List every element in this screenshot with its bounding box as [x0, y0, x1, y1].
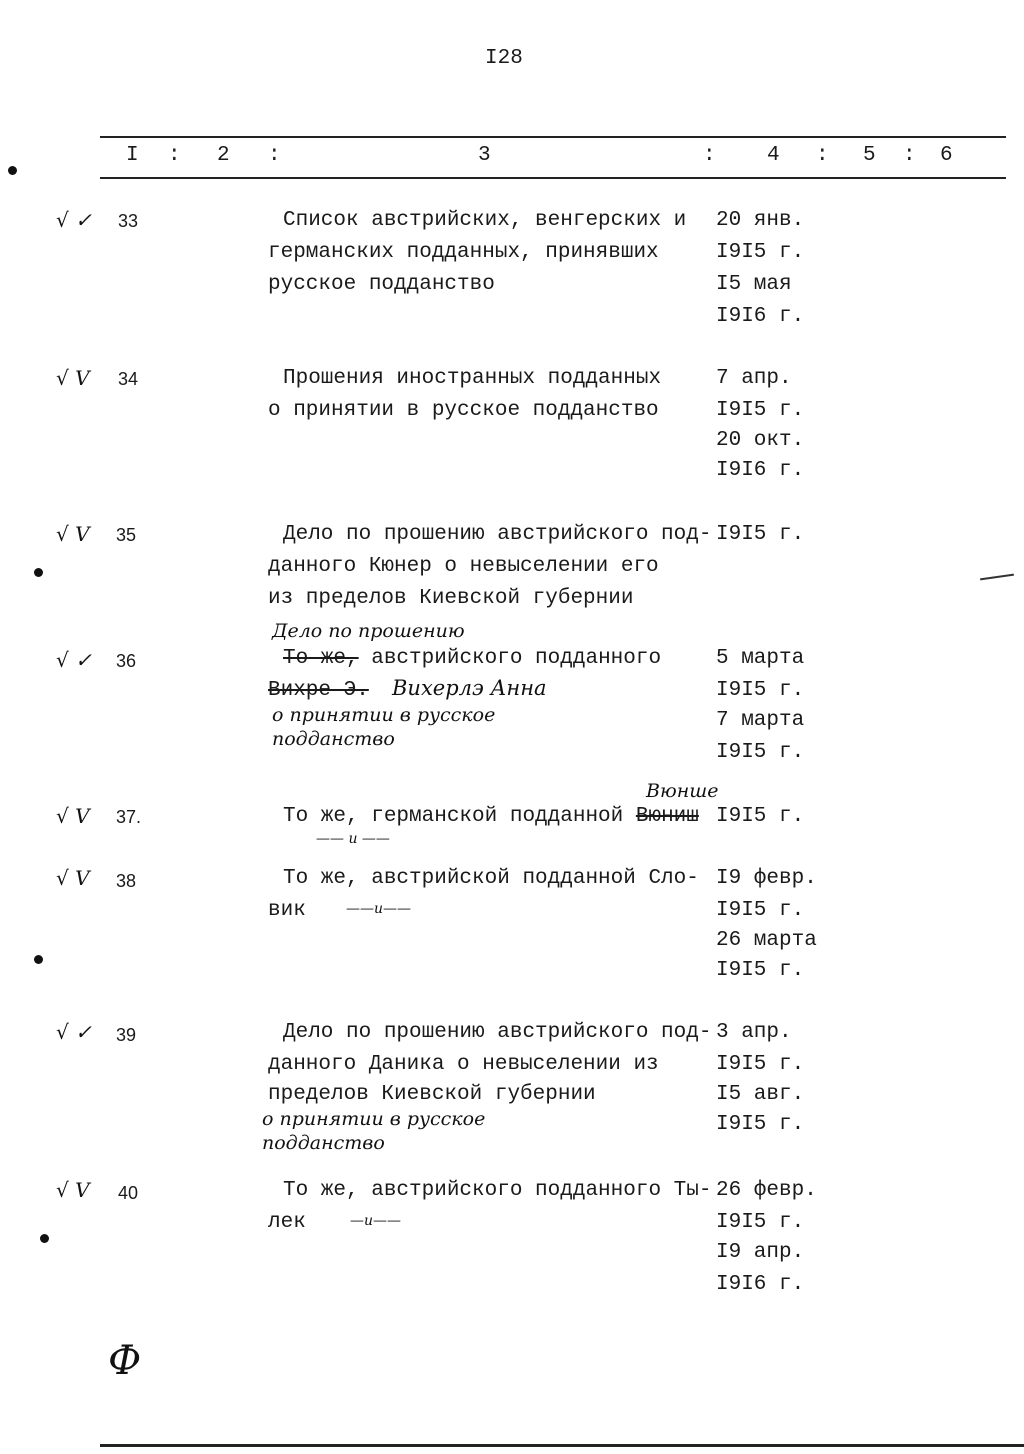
date: I9 апр. [716, 1241, 805, 1264]
entry-number: 37. [116, 807, 142, 827]
date: I9I5 г. [716, 741, 805, 764]
handwritten-insert: подданство [262, 1132, 385, 1154]
handwritten-insert: Дело по прошению [272, 620, 465, 642]
date: I9I5 г. [716, 1053, 805, 1076]
punch-hole [34, 955, 43, 964]
col-1-header: I [126, 144, 139, 167]
entry-text: данного Даника о невыселении из [268, 1053, 659, 1076]
entry-number: 38 [116, 871, 137, 891]
bottom-edge-line [100, 1444, 1024, 1447]
ditto-mark: —и—— [350, 1213, 402, 1229]
entry-text: пределов Киевской губернии [268, 1083, 596, 1106]
check-mark: √ V [56, 804, 90, 828]
date: I9I6 г. [716, 305, 805, 328]
entry-text: То же, австрийской подданной Сло- [283, 867, 699, 890]
punch-hole [40, 1234, 49, 1243]
header-rule-top [100, 136, 1006, 138]
entry-text: русское подданство [268, 273, 495, 296]
col-6-header: 6 [940, 144, 953, 167]
ditto-mark: —— и —— [316, 831, 390, 847]
entry-text: из пределов Киевской губернии [268, 587, 634, 610]
date: 26 февр. [716, 1179, 817, 1202]
date: I9I5 г. [716, 1113, 805, 1136]
handwritten-insert: подданство [272, 728, 395, 750]
check-mark: √ V [56, 522, 90, 546]
check-mark: √ V [56, 1178, 90, 1202]
entry-number: 35 [116, 525, 137, 545]
stray-mark [980, 574, 1014, 581]
date: 5 марта [716, 647, 805, 670]
date: I9I6 г. [716, 1273, 805, 1296]
header-rule-bottom [100, 177, 1006, 179]
entry-text: То же, австрийского подданного Ты- [283, 1179, 712, 1202]
struck-text: Вихре Э. [268, 679, 369, 702]
date: I9I5 г. [716, 805, 805, 828]
entry-text: То же, германской подданной [283, 805, 636, 828]
check-mark: √ V [56, 866, 90, 890]
entry-text: о принятии в русское подданство [268, 399, 659, 422]
handwritten-insert: о принятии в русское [262, 1108, 486, 1130]
date: 20 янв. [716, 209, 805, 232]
handwritten-insert: Вихерлэ Анна [392, 676, 547, 700]
check-mark: √ ✓ [56, 208, 92, 232]
entry-text: данного Кюнер о невыселении его [268, 555, 659, 578]
entry-text: Список австрийских, венгерских и [283, 209, 687, 232]
date: I5 авг. [716, 1083, 805, 1106]
entry-text: лек [268, 1211, 306, 1234]
date: I9I5 г. [716, 241, 805, 264]
col-3-header: 3 [478, 144, 491, 167]
handwritten-insert: о принятии в русское [272, 704, 496, 726]
page-number: I28 [485, 47, 523, 70]
signature-mark: Ф [108, 1338, 142, 1384]
punch-hole [34, 568, 43, 577]
ditto-mark: ——и—— [346, 901, 412, 917]
check-mark: √ ✓ [56, 648, 92, 672]
entry-text: Прошения иностранных подданных [283, 367, 662, 390]
entry-text: Дело по прошению австрийского под- [283, 523, 712, 546]
entry-number: 34 [118, 369, 139, 389]
col-sep: : [168, 144, 181, 167]
col-sep: : [268, 144, 281, 167]
date: I9I5 г. [716, 399, 805, 422]
check-mark: √ V [56, 366, 90, 390]
entry-number: 36 [116, 651, 137, 671]
entry-text: германских подданных, принявших [268, 241, 659, 264]
check-mark: √ ✓ [56, 1020, 92, 1044]
date: I9I6 г. [716, 459, 805, 482]
entry-number: 39 [116, 1025, 137, 1045]
punch-hole [8, 166, 17, 175]
entry-text: вик [268, 899, 306, 922]
struck-text: Вюниш [635, 805, 699, 828]
struck-text: То же, [283, 647, 359, 670]
entry-number: 40 [118, 1183, 139, 1203]
entry-text: Дело по прошению австрийского под- [283, 1021, 712, 1044]
entry-number: 33 [118, 211, 139, 231]
date: 26 марта [716, 929, 817, 952]
date: I5 мая [716, 273, 792, 296]
col-sep: : [903, 144, 916, 167]
col-2-header: 2 [217, 144, 230, 167]
col-sep: : [703, 144, 716, 167]
date: I9I5 г. [716, 899, 805, 922]
date: I9I5 г. [716, 1211, 805, 1234]
date: I9I5 г. [716, 523, 805, 546]
col-sep: : [816, 144, 829, 167]
date: 20 окт. [716, 429, 805, 452]
col-4-header: 4 [767, 144, 780, 167]
date: 7 марта [716, 709, 805, 732]
date: 3 апр. [716, 1021, 792, 1044]
date: I9 февр. [716, 867, 817, 890]
date: I9I5 г. [716, 679, 805, 702]
col-5-header: 5 [863, 144, 876, 167]
handwritten-insert: Вюнше [646, 780, 719, 802]
date: I9I5 г. [716, 959, 805, 982]
date: 7 апр. [716, 367, 792, 390]
entry-text: австрийского подданного [358, 647, 662, 670]
